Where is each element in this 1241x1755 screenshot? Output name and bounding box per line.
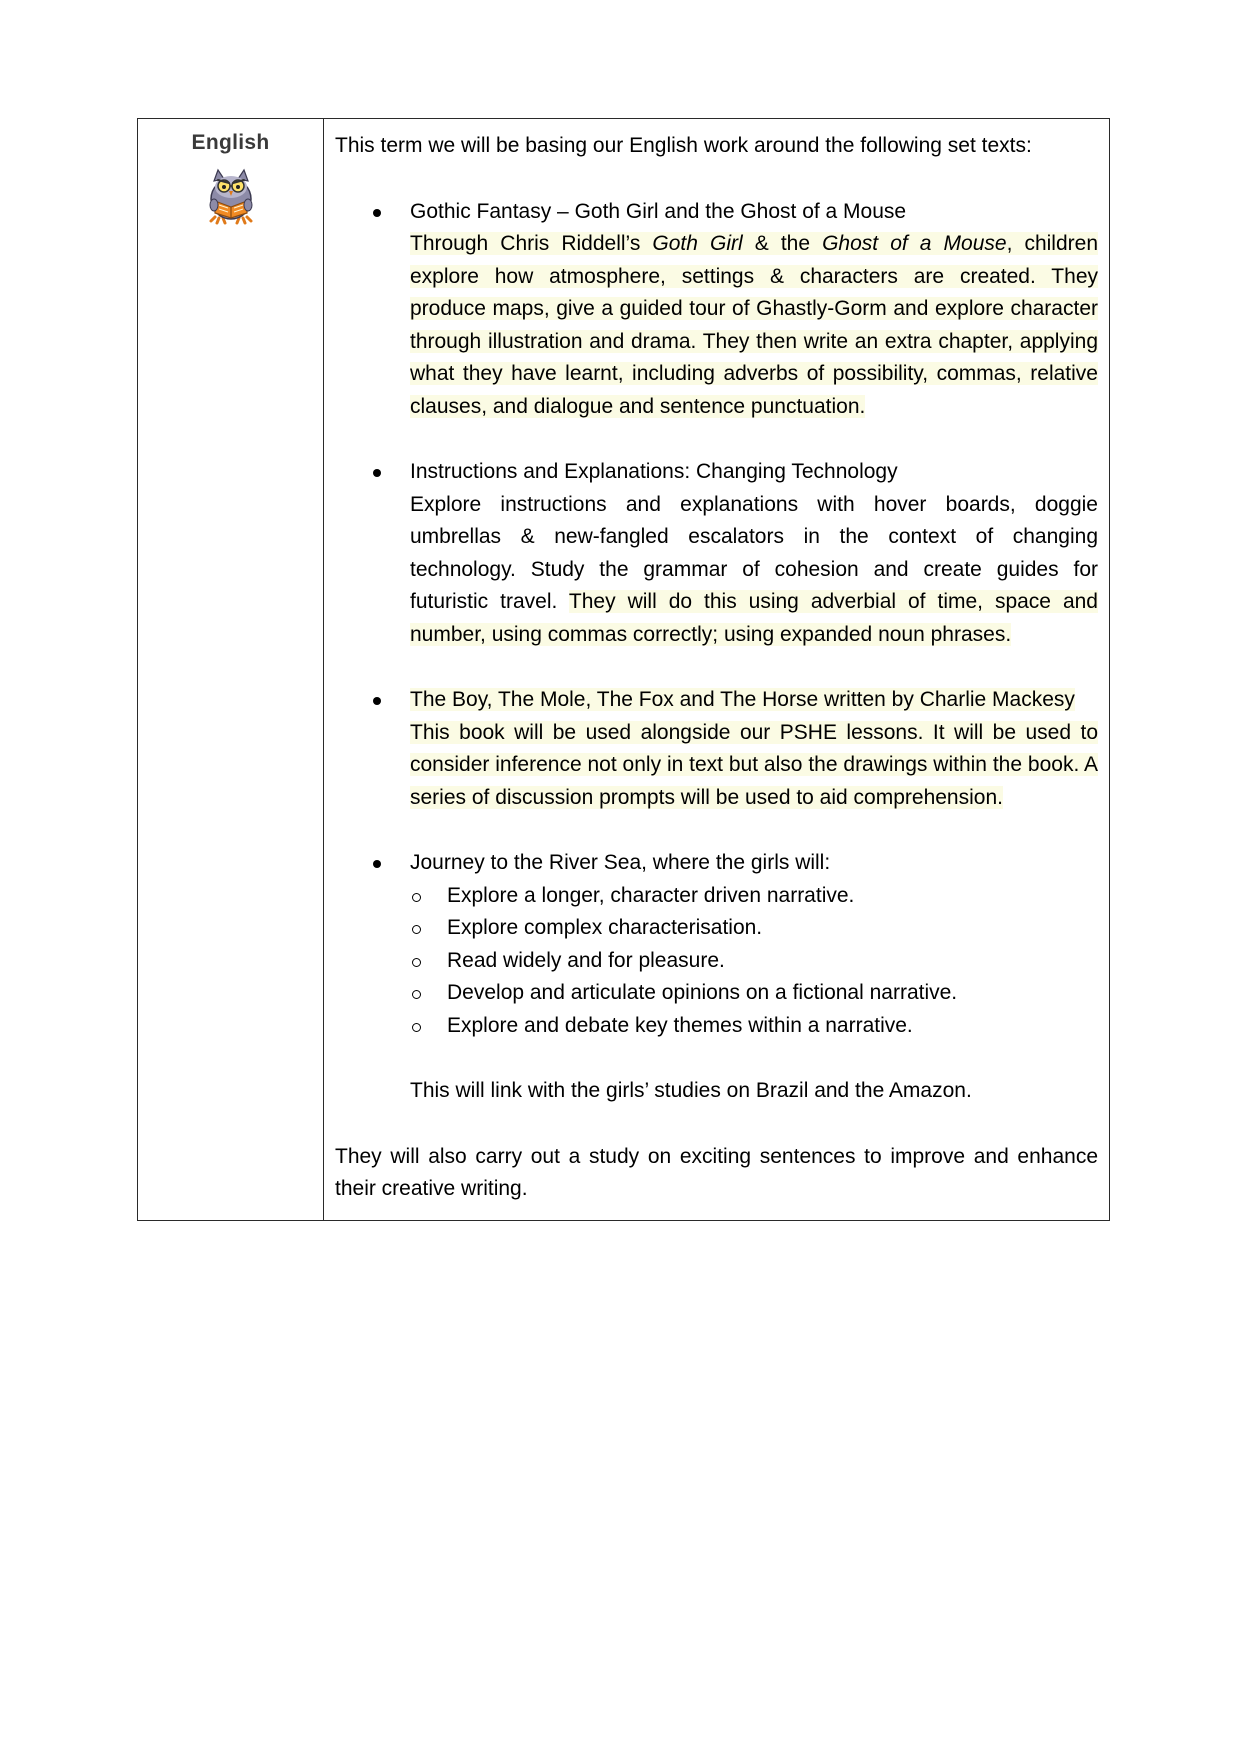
reading-owl-icon	[201, 165, 261, 230]
unit-desc-instructions: Explore instructions and explanations with hover boards, doggie umbrellas & new-fangled escalators in the context of changing technology. Study the grammar of cohesion and create guides for futuristic travel. They will do this using adverbial of time, space and number, using commas correctly; using expanded noun phrases.	[410, 492, 1098, 646]
content-cell	[324, 119, 1109, 1220]
subject-cell	[138, 119, 324, 1220]
unit-title-instructions: Instructions and Explanations: Changing Technology	[335, 456, 1098, 489]
closing-text: They will also carry out a study on exciting sentences to improve and enhance their creative writing.	[335, 1144, 1098, 1200]
unit-title-gothic: Gothic Fantasy – Goth Girl and the Ghost of a Mouse	[335, 196, 1098, 229]
unit-desc-gothic: Through Chris Riddell’s Goth Girl & the Ghost of a Mouse, children explore how atmosphere, settings & characters are created. They produce maps, give a guided tour of Ghastly-Gorm and explore character through illustration and drama. They then write an extra chapter, applying what they have learnt, including adverbs of possibility, commas, relative clauses, and dialogue and sentence punctuation.	[410, 232, 1099, 418]
subject-heading: English	[191, 131, 270, 154]
curriculum-table	[137, 118, 1110, 1221]
list-item: Explore and debate key themes within a narrative.	[335, 1010, 1098, 1043]
list-item: Explore complex characterisation.	[335, 912, 1098, 945]
unit-title-boy-mole: The Boy, The Mole, The Fox and The Horse written by Charlie Mackesy	[335, 684, 1098, 717]
list-item: Read widely and for pleasure.	[335, 945, 1098, 978]
list-item: Explore a longer, character driven narrative.	[335, 880, 1098, 913]
unit-title-river-sea: Journey to the River Sea, where the girls will:	[335, 847, 1098, 880]
list-item: Develop and articulate opinions on a fictional narrative.	[335, 977, 1098, 1010]
unit-note-river-sea: This will link with the girls’ studies on Brazil and the Amazon.	[410, 1079, 972, 1102]
unit-desc-boy-mole: This book will be used alongside our PSHE lessons. It will be used to consider inference not only in text but also the drawings within the book. A series of discussion prompts will be used to aid comprehension.	[410, 720, 1098, 809]
intro-text: This term we will be basing our English work around the following set texts:	[335, 134, 1032, 157]
